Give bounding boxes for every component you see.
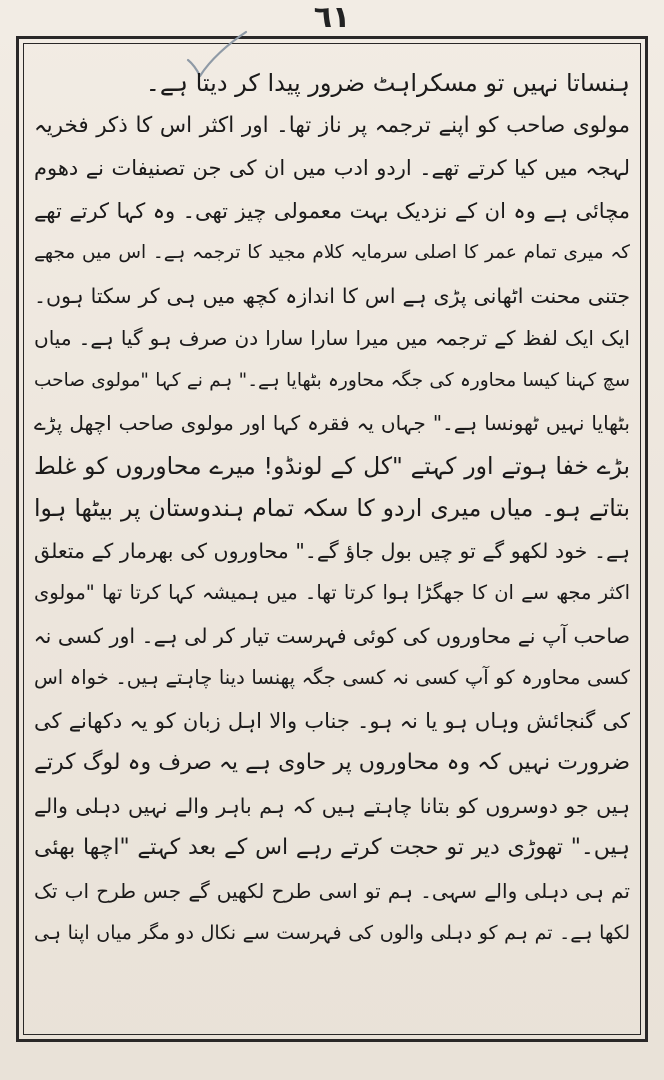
text-line: مچائی ہے وہ ان کے نزدیک بہت معمولی چیز تھی۔ وہ کہا کرتے تھے — [34, 198, 630, 223]
text-line: صاحب آپ نے محاوروں کی کوئی فہرست تیار کر لی ہے۔ اور کسی نہ — [34, 623, 630, 648]
text-line: اکثر مجھ سے ان کا جھگڑا ہوا کرتا تھا۔ میں ہمیشہ کہا کرتا تھا "مولوی — [34, 581, 630, 604]
text-line: ہیں۔" تھوڑی دیر تو حجت کرتے رہے اس کے بعد کہتے "اچھا بھئی — [34, 835, 630, 860]
text-line: بتاتے ہو۔ میاں میری اردو کا سکہ تمام ہندوستان پر بیٹھا ہوا — [34, 494, 630, 522]
body-text — [34, 62, 630, 1022]
page-number: ٦١ — [313, 0, 351, 35]
text-line: تم ہی دہلی والے سہی۔ ہم تو اسی طرح لکھیں گے جس طرح اب تک — [34, 878, 630, 903]
text-line: ضرورت نہیں کہ وہ محاوروں پر حاوی ہے یہ صرف وہ لوگ کرتے — [34, 750, 630, 775]
text-line: بٹھایا نہیں ٹھونسا ہے۔" جہاں یہ فقرہ کہا اور مولوی صاحب اچھل پڑے — [34, 411, 630, 435]
text-line: جتنی محنت اٹھانی پڑی ہے اس کا اندازہ کچھ میں ہی کر سکتا ہوں۔ — [34, 283, 630, 308]
text-line: ہنساتا نہیں تو مسکراہٹ ضرور پیدا کر دیتا ہے۔ — [145, 69, 630, 97]
text-line: بڑے خفا ہوتے اور کہتے "کل کے لونڈو! میرے محاوروں کو غلط — [34, 451, 630, 480]
text-line: کی گنجائش وہاں ہو یا نہ ہو۔ جناب والا اہل زبان کو یہ دکھانے کی — [34, 708, 630, 733]
text-line: کہ میری تمام عمر کا اصلی سرمایہ کلام مجید کا ترجمہ ہے۔ اس میں مجھے — [34, 242, 630, 263]
text-line: لکھا ہے۔ تم ہم کو دہلی والوں کی فہرست سے نکال دو مگر میاں اپنا ہی — [34, 922, 630, 944]
text-line: سچ کہنا کیسا محاورہ کی جگہ محاورہ بٹھایا ہے۔" ہم نے کہا "مولوی صاحب — [34, 369, 630, 391]
text-line: ہیں جو دوسروں کو بتانا چاہتے ہیں کہ ہم باہر والے نہیں دہلی والے — [34, 793, 630, 818]
text-line: ہے۔ خود لکھو گے تو چیں بول جاؤ گے۔" محاوروں کی بھرمار کے متعلق — [34, 538, 630, 563]
text-line: مولوی صاحب کو اپنے ترجمہ پر ناز تھا۔ اور اکثر اس کا ذکر فخریہ — [34, 112, 630, 138]
text-line: کسی محاورہ کو آپ کسی نہ کسی جگہ پھنسا دینا چاہتے ہیں۔ خواہ اس — [34, 666, 630, 689]
text-line: لہجہ میں کیا کرتے تھے۔ اردو ادب میں ان کی جن تصنیفات نے دھوم — [34, 156, 630, 180]
text-line: ایک ایک لفظ کے ترجمہ میں میرا سارا سارا دن صرف ہو گیا ہے۔ میاں — [34, 326, 630, 350]
